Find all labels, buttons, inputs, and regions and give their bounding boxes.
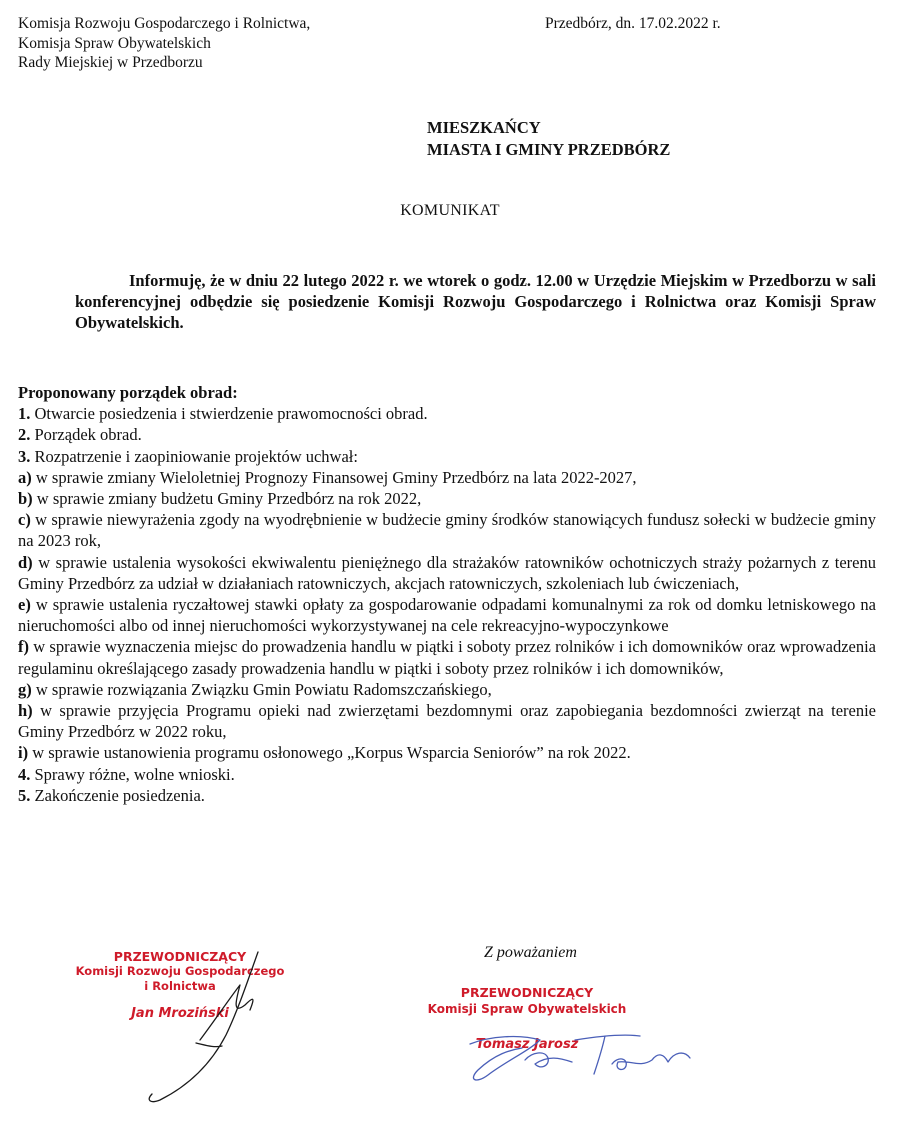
agenda-item (18, 700, 876, 742)
stamp-name: Tomasz Jarosz (475, 1037, 579, 1052)
agenda-marker: i) (18, 743, 29, 763)
agenda-marker: 3. (18, 446, 31, 466)
stamp-title: PRZEWODNICZĄCY (113, 949, 247, 964)
agenda-item (18, 594, 876, 636)
agenda-marker: g) (18, 679, 32, 699)
agenda-marker: 4. (18, 764, 31, 784)
agenda-text: Rozpatrzenie i zaopiniowanie projektów uchwał: (30, 446, 358, 466)
addressee-block (427, 117, 670, 161)
agenda-marker: 2. (18, 425, 31, 445)
agenda-item (18, 488, 876, 509)
stamp-title: PRZEWODNICZĄCY (460, 985, 594, 1000)
agenda-text: w sprawie zmiany Wieloletniej Prognozy Finansowej Gminy Przedbórz na lata 2022-2027, (31, 467, 637, 487)
sender-block (18, 14, 310, 73)
agenda-text: w sprawie przyjęcia Programu opieki nad zwierzętami bezdomnymi oraz zapobiegania bezdomności zwierząt na terenie Gminy Przedbórz w 2022 roku, (18, 701, 876, 742)
agenda-item (18, 764, 876, 785)
agenda-text: Otwarcie posiedzenia i stwierdzenie prawomocności obrad. (30, 404, 428, 424)
agenda-text: Sprawy różne, wolne wnioski. (30, 764, 235, 784)
stamp-chairman-civic-commission (412, 985, 642, 1053)
agenda-item (18, 424, 876, 445)
agenda-item (18, 636, 876, 678)
stamp-name: Jan Mroziński (131, 1006, 229, 1021)
agenda-text: w sprawie ustalenia wysokości ekwiwalentu pieniężnego dla strażaków ratowników ochotniczych straży pożarnych z terenu Gminy Przedbórz za udział w działaniach ratowniczych, akcjach ratowniczych, szkoleniach lub ćwiczeniach, (18, 552, 876, 593)
agenda-text: Zakończenie posiedzenia. (30, 785, 205, 805)
agenda-marker: f) (18, 637, 29, 657)
addressee-line: MIESZKAŃCY (427, 118, 541, 137)
agenda-text: w sprawie rozwiązania Związku Gmin Powiatu Radomszczańskiego, (31, 679, 492, 699)
agenda-item (18, 509, 876, 551)
agenda-item (18, 446, 876, 467)
agenda-item (18, 742, 876, 763)
addressee-line: MIASTA I GMINY PRZEDBÓRZ (427, 140, 671, 159)
agenda-marker: d) (18, 552, 33, 572)
sender-line: Rady Miejskiej w Przedborzu (18, 54, 203, 71)
sender-line: Komisja Rozwoju Gospodarczego i Rolnictwa, (18, 15, 311, 32)
agenda-item (18, 785, 876, 806)
agenda-section (18, 382, 876, 806)
stamp-chairman-economic-commission (62, 949, 298, 1021)
agenda-item (18, 679, 876, 700)
agenda-marker: b) (18, 489, 33, 509)
agenda-text: w sprawie niewyrażenia zgody na wyodrębnienie w budżecie gminy środków stanowiących fundusz sołecki w budżecie gminy na 2023 rok, (18, 510, 876, 551)
agenda-marker: a) (18, 467, 32, 487)
agenda-text: w sprawie ustalenia ryczałtowej stawki opłaty za gospodarowanie odpadami komunalnymi za rok od domku letniskowego na nieruchomości albo od innej nieruchomości wykorzystywanej na cele rekreacyjno-wypoczynkowe (18, 595, 876, 636)
agenda-item (18, 403, 876, 424)
agenda-text: w sprawie zmiany budżetu Gminy Przedbórz na rok 2022, (32, 489, 422, 509)
document-title: KOMUNIKAT (400, 202, 500, 219)
sender-line: Komisja Spraw Obywatelskich (18, 34, 211, 52)
agenda-marker: 5. (18, 785, 31, 805)
agenda-marker: c) (18, 510, 31, 530)
agenda-text: w sprawie wyznaczenia miejsc do prowadzenia handlu w piątki i soboty przez rolników i ich domowników oraz wprowadzenia regulaminu określającego zasady prowadzenia handlu w piątki i soboty przez rolników i ich domowników, (18, 637, 876, 678)
place-date: Przedbórz, dn. 17.02.2022 r. (545, 15, 721, 32)
stamp-line: i Rolnictwa (144, 979, 216, 993)
agenda-item (18, 552, 876, 594)
agenda-marker: 1. (18, 404, 31, 424)
agenda-marker: e) (18, 595, 31, 615)
stamp-line: Komisji Spraw Obywatelskich (427, 1002, 627, 1016)
agenda-marker: h) (18, 701, 33, 721)
closing-regards: Z poważaniem (484, 944, 577, 961)
agenda-heading: Proponowany porządek obrad: (18, 383, 238, 402)
stamp-line: Komisji Rozwoju Gospodarczego (75, 964, 285, 978)
agenda-item (18, 467, 876, 488)
intro-paragraph: Informuję, że w dniu 22 lutego 2022 r. we wtorek o godz. 12.00 w Urzędzie Miejskim w Przedborzu w sali konferencyjnej odbędzie się posiedzenie Komisji Rozwoju Gospodarczego i Rolnictwa oraz Komisji Spraw Obywatelskich. (75, 271, 876, 332)
agenda-text: w sprawie ustanowienia programu osłonowego „Korpus Wsparcia Seniorów” na rok 2022. (28, 743, 631, 763)
agenda-text: Porządek obrad. (30, 425, 142, 445)
